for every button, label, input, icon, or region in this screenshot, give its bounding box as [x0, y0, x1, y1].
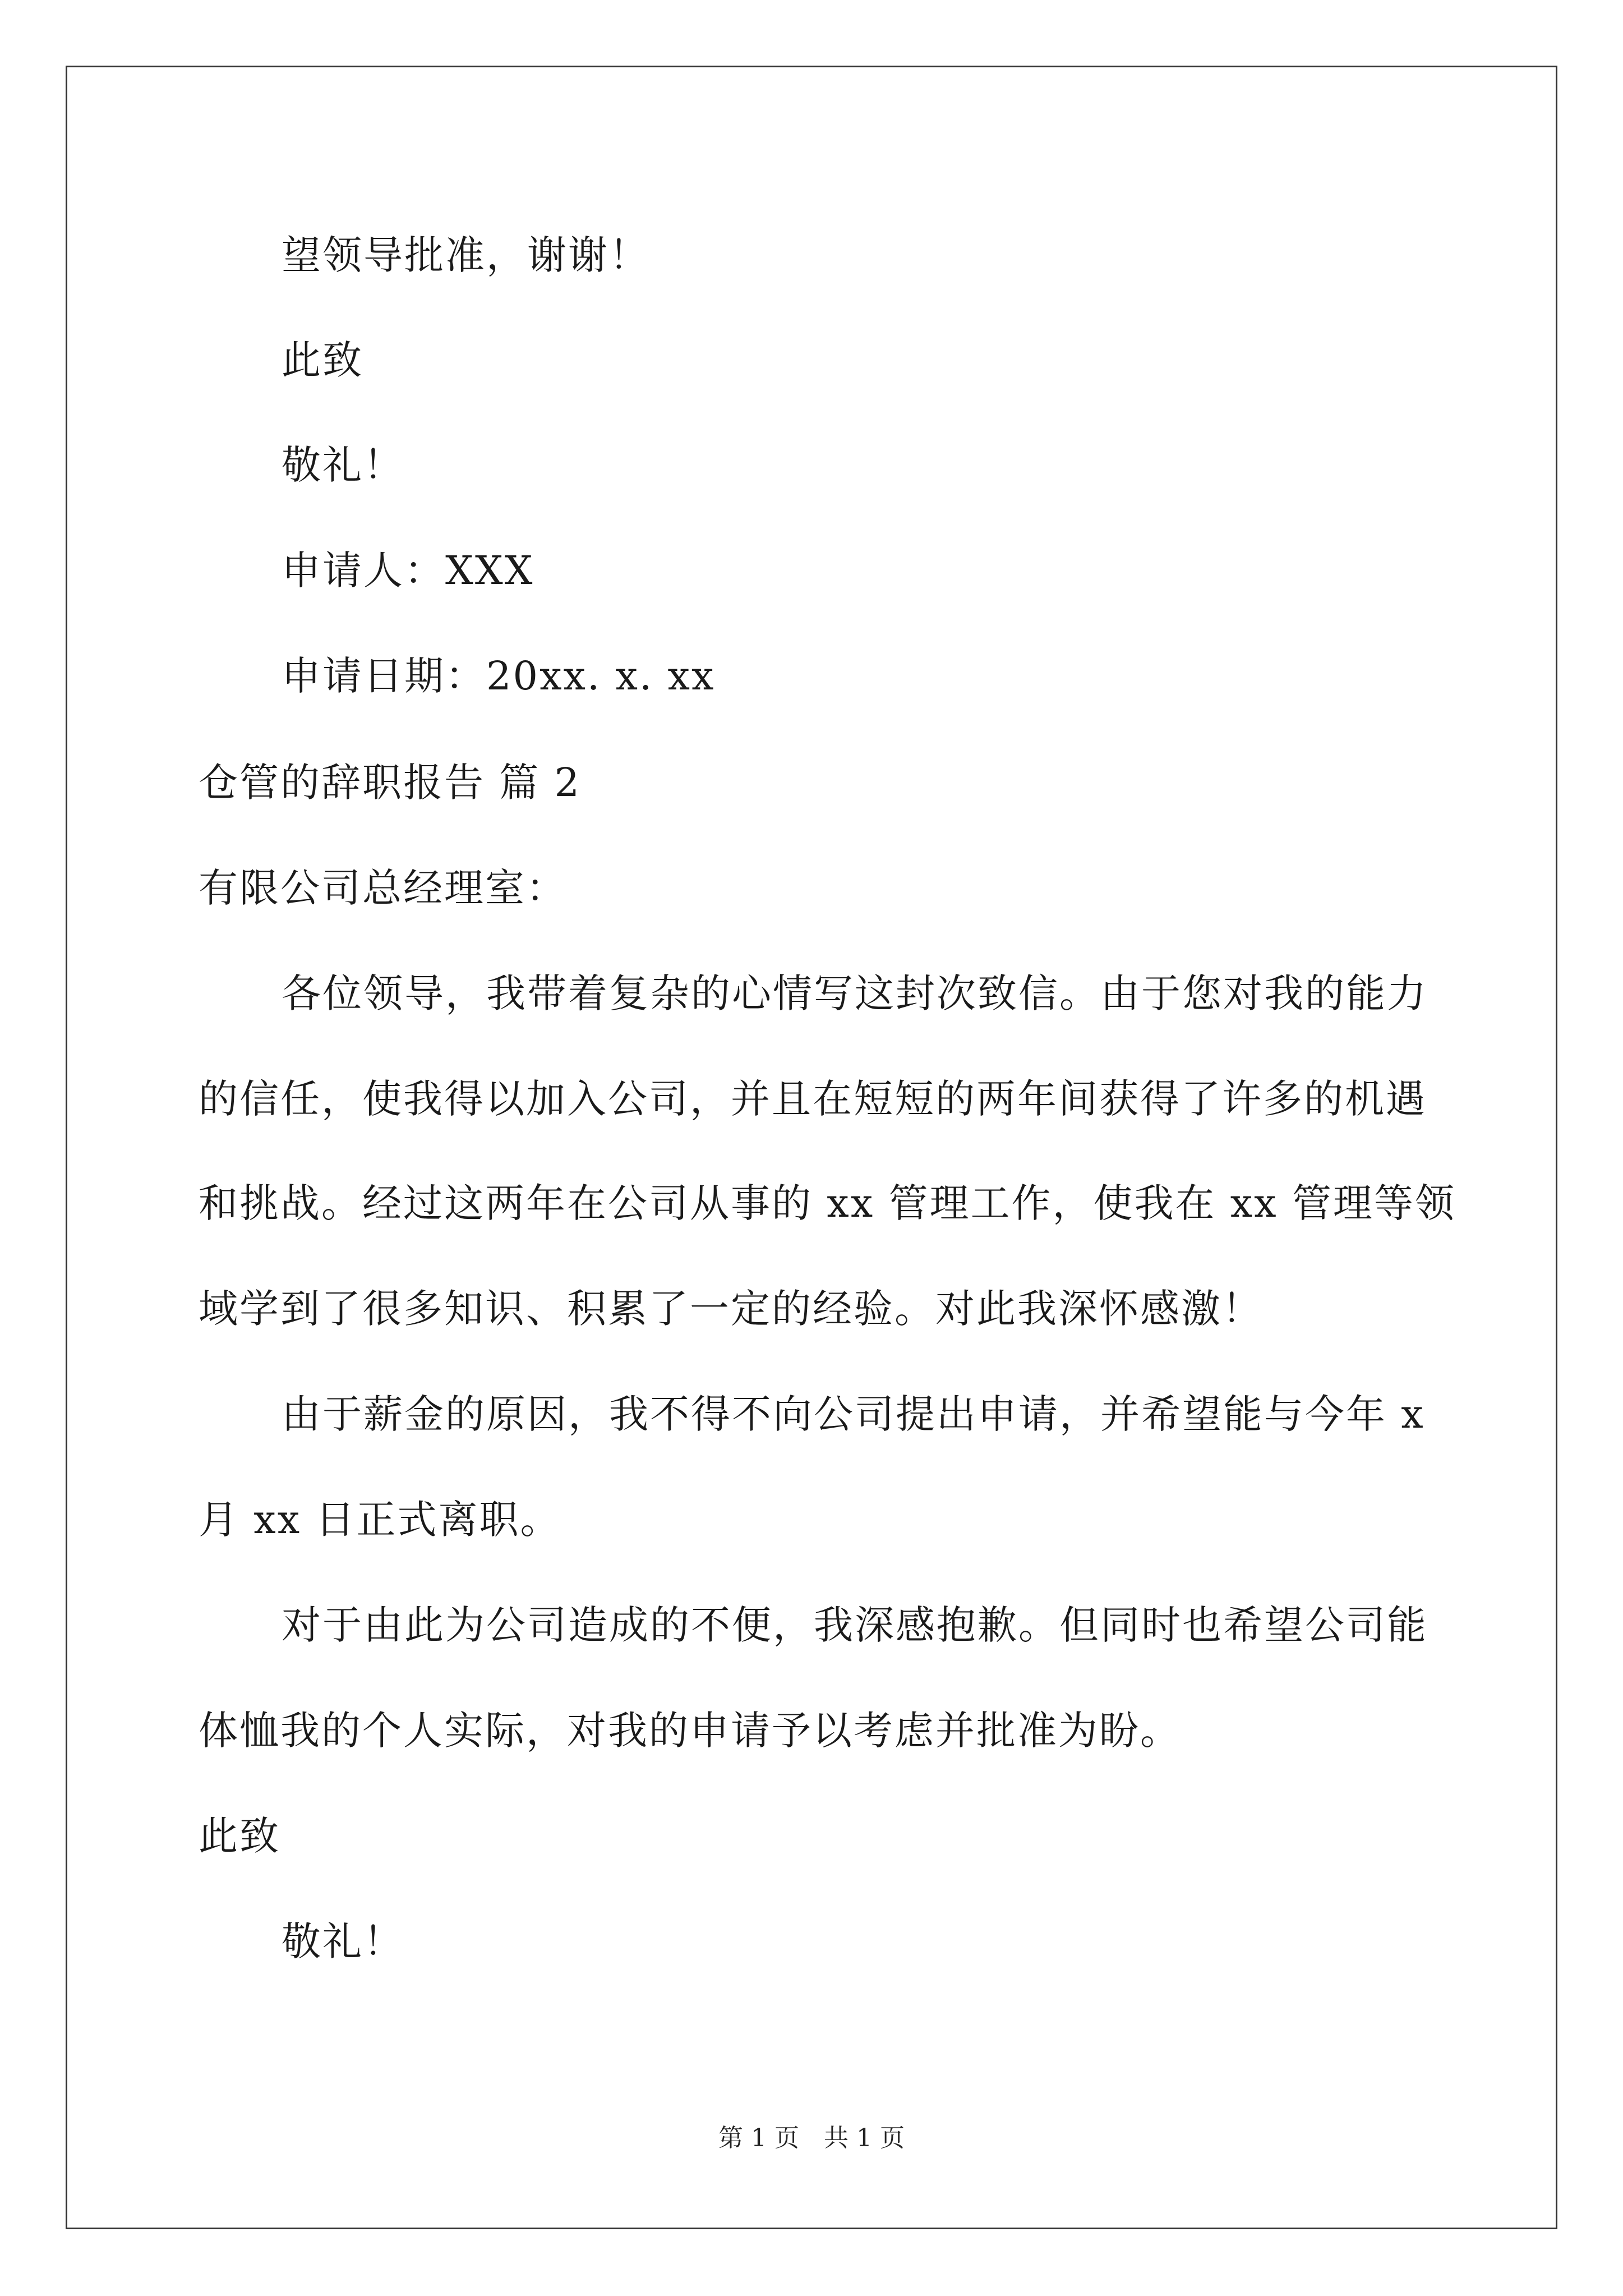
regards: 敬礼！	[282, 442, 404, 488]
paragraph-line: 体恤我的个人实际，对我的申请予以考虑并批准为盼。	[199, 1708, 1181, 1754]
section-heading: 仓管的辞职报告 篇 2	[199, 760, 582, 806]
salutation: 此致	[282, 337, 363, 383]
regards: 敬礼！	[282, 1918, 404, 1964]
paragraph-line: 和挑战。经过这两年在公司从事的 xx 管理工作，使我在 xx 管理等领	[199, 1180, 1456, 1226]
addressee: 有限公司总经理室：	[199, 865, 567, 911]
paragraph-line: 的信任，使我得以加入公司，并且在短短的两年间获得了许多的机遇	[199, 1076, 1427, 1122]
page-footer: 第 1 页 共 1 页	[718, 2124, 905, 2152]
salutation: 此致	[199, 1813, 280, 1859]
paragraph-line: 由于薪金的原因，我不得不向公司提出申请，并希望能与今年 x	[282, 1391, 1425, 1437]
closing-request: 望领导批准，谢谢！	[282, 232, 650, 278]
paragraph-line: 月 xx 日正式离职。	[199, 1497, 561, 1543]
paragraph-line: 各位领导，我带着复杂的心情写这封次致信。由于您对我的能力	[282, 970, 1428, 1016]
paragraph-line: 域学到了很多知识、积累了一定的经验。对此我深怀感激！	[199, 1286, 1263, 1332]
paragraph-line: 对于由此为公司造成的不便，我深感抱歉。但同时也希望公司能	[282, 1602, 1428, 1648]
page-border	[66, 66, 1557, 2229]
applicant-line: 申请人：XXX	[282, 547, 534, 593]
application-date: 申请日期：20xx. x. xx	[282, 653, 716, 699]
